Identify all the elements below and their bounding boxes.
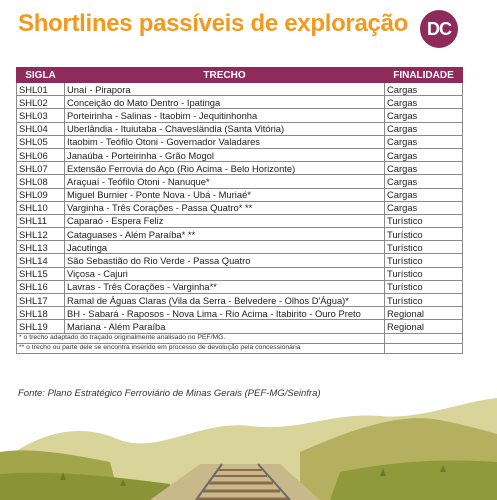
cell-trecho: Extensão Ferrovia do Aço (Rio Acima - Belo Horizonte) — [65, 162, 385, 175]
table-row — [17, 201, 463, 214]
footnote-empty-cell — [385, 343, 463, 353]
cell-sigla: SHL05 — [17, 135, 65, 148]
table-row — [17, 109, 463, 122]
cell-trecho: Caparaó - Espera Feliz — [65, 214, 385, 227]
table-row — [17, 241, 463, 254]
cell-finalidade: Cargas — [385, 135, 463, 148]
dc-logo-text: DC — [427, 19, 451, 39]
cell-trecho: Mariana - Além Paraíba — [65, 320, 385, 333]
cell-sigla: SHL09 — [17, 188, 65, 201]
cell-trecho: São Sebastião do Rio Verde - Passa Quatro — [65, 254, 385, 267]
col-header-finalidade: FINALIDADE — [385, 68, 463, 83]
table-row — [17, 135, 463, 148]
table-row — [17, 162, 463, 175]
cell-sigla: SHL03 — [17, 109, 65, 122]
cell-sigla: SHL15 — [17, 267, 65, 280]
source-caption: Fonte: Plano Estratégico Ferroviário de Minas Gerais (PEF-MG/Seinfra) — [18, 388, 321, 399]
table-row — [17, 175, 463, 188]
table-row — [17, 280, 463, 293]
cell-finalidade: Turístico — [385, 228, 463, 241]
footnote-empty-cell — [385, 333, 463, 343]
cell-finalidade: Cargas — [385, 122, 463, 135]
cell-finalidade: Regional — [385, 307, 463, 320]
table-row — [17, 148, 463, 161]
cell-trecho: Ramal de Águas Claras (Vila da Serra - Belvedere - Olhos D'Água)* — [65, 294, 385, 307]
cell-sigla: SHL17 — [17, 294, 65, 307]
shortlines-table — [16, 67, 463, 354]
dc-logo — [420, 10, 458, 48]
cell-sigla: SHL11 — [17, 214, 65, 227]
cell-sigla: SHL06 — [17, 148, 65, 161]
cell-finalidade: Cargas — [385, 148, 463, 161]
cell-trecho: Itaobim - Teófilo Otoni - Governador Valadares — [65, 135, 385, 148]
footnote-text: * o trecho adaptado do traçado originalmente analisado no PEF/MG. — [17, 333, 385, 343]
cell-sigla: SHL02 — [17, 96, 65, 109]
cell-trecho: Varginha - Três Corações - Passa Quatro* ** — [65, 201, 385, 214]
cell-finalidade: Regional — [385, 320, 463, 333]
col-header-trecho: TRECHO — [65, 68, 385, 83]
cell-finalidade: Cargas — [385, 83, 463, 96]
page-title: Shortlines passíveis de exploração — [18, 10, 408, 37]
table-row — [17, 254, 463, 267]
cell-sigla: SHL18 — [17, 307, 65, 320]
table-row — [17, 122, 463, 135]
cell-finalidade: Cargas — [385, 96, 463, 109]
footnote-row — [17, 343, 463, 353]
table-row — [17, 294, 463, 307]
cell-sigla: SHL10 — [17, 201, 65, 214]
cell-finalidade: Cargas — [385, 109, 463, 122]
cell-sigla: SHL19 — [17, 320, 65, 333]
cell-finalidade: Cargas — [385, 175, 463, 188]
table-row — [17, 214, 463, 227]
table-row — [17, 320, 463, 333]
landscape-illustration — [0, 392, 497, 500]
cell-trecho: Araçuaí - Teófilo Otoni - Nanuque* — [65, 175, 385, 188]
cell-finalidade: Turístico — [385, 267, 463, 280]
cell-sigla: SHL16 — [17, 280, 65, 293]
footnote-text: ** o trecho ou parte dele se encontra inserido em processo de devolução pela concessionária — [17, 343, 385, 353]
cell-finalidade: Turístico — [385, 241, 463, 254]
table-row — [17, 267, 463, 280]
cell-trecho: Uberlândia - Ituiutaba - Chavesländia (Santa Vitória) — [65, 122, 385, 135]
footnote-row — [17, 333, 463, 343]
cell-finalidade: Turístico — [385, 280, 463, 293]
cell-trecho: Unaí - Pirapora — [65, 83, 385, 96]
table-body — [17, 83, 463, 354]
cell-trecho: BH - Sabará - Raposos - Nova Lima - Rio Acima - Itabirito - Ouro Preto — [65, 307, 385, 320]
cell-finalidade: Cargas — [385, 188, 463, 201]
table-row — [17, 96, 463, 109]
col-header-sigla: SIGLA — [17, 68, 65, 83]
cell-trecho: Conceição do Mato Dentro - Ipatinga — [65, 96, 385, 109]
cell-sigla: SHL13 — [17, 241, 65, 254]
cell-trecho: Miguel Burnier - Ponte Nova - Ubá - Muriaé* — [65, 188, 385, 201]
table-row — [17, 83, 463, 96]
cell-sigla: SHL14 — [17, 254, 65, 267]
cell-trecho: Jacutinga — [65, 241, 385, 254]
cell-trecho: Viçosa - Cajuri — [65, 267, 385, 280]
table-row — [17, 188, 463, 201]
cell-sigla: SHL04 — [17, 122, 65, 135]
cell-trecho: Porteirinha - Salinas - Itaobim - Jequitinhonha — [65, 109, 385, 122]
cell-sigla: SHL12 — [17, 228, 65, 241]
cell-sigla: SHL08 — [17, 175, 65, 188]
cell-trecho: Janaúba - Porteirinha - Grão Mogol — [65, 148, 385, 161]
cell-finalidade: Cargas — [385, 162, 463, 175]
cell-trecho: Lavras - Três Corações - Varginha** — [65, 280, 385, 293]
table-row — [17, 307, 463, 320]
cell-finalidade: Cargas — [385, 201, 463, 214]
cell-sigla: SHL07 — [17, 162, 65, 175]
cell-finalidade: Turístico — [385, 214, 463, 227]
cell-finalidade: Turístico — [385, 294, 463, 307]
table-row — [17, 228, 463, 241]
table-header-row — [17, 68, 463, 83]
cell-finalidade: Turístico — [385, 254, 463, 267]
cell-sigla: SHL01 — [17, 83, 65, 96]
cell-trecho: Cataguases - Além Paraíba* ** — [65, 228, 385, 241]
